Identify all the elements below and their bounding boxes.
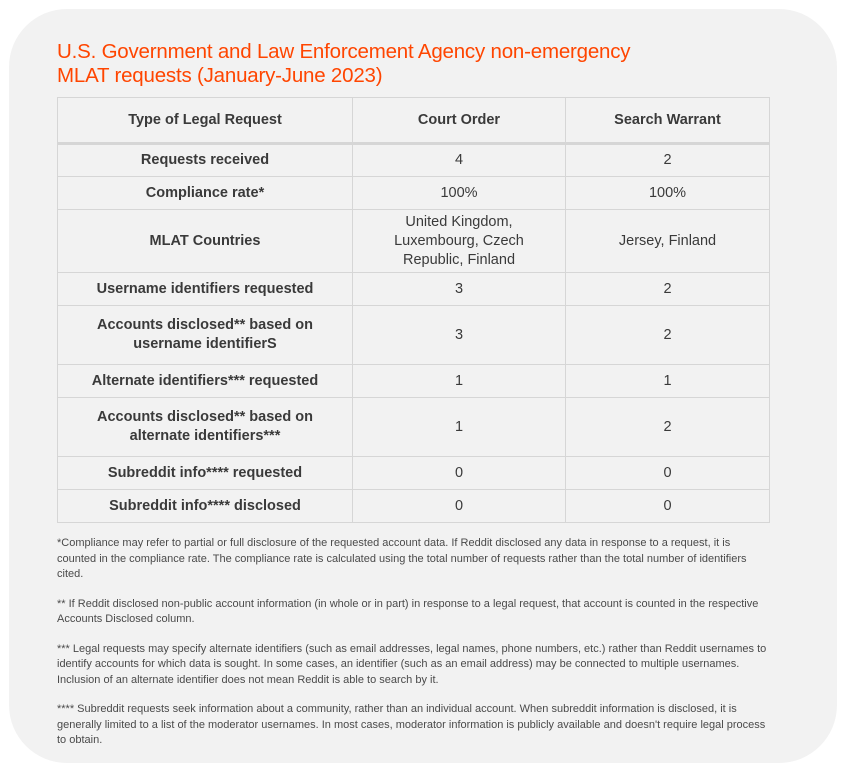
header-court-order: Court Order xyxy=(353,98,566,144)
court-order-value: 0 xyxy=(353,490,566,523)
search-warrant-value: 2 xyxy=(566,144,770,177)
court-order-value: 3 xyxy=(353,273,566,306)
table-row xyxy=(58,210,770,273)
table-row xyxy=(58,144,770,177)
search-warrant-value: 100% xyxy=(566,177,770,210)
report-title xyxy=(57,40,777,88)
table-header-row xyxy=(58,98,770,144)
court-order-value: 1 xyxy=(353,365,566,398)
table-row xyxy=(58,365,770,398)
table-row xyxy=(58,306,770,365)
row-label: Compliance rate* xyxy=(58,177,353,210)
row-label: Accounts disclosed** based on username identifierS xyxy=(58,306,353,365)
search-warrant-value: Jersey, Finland xyxy=(566,210,770,273)
court-order-value: 1 xyxy=(353,398,566,457)
court-order-value: 100% xyxy=(353,177,566,210)
footnotes xyxy=(57,536,769,763)
search-warrant-value: 2 xyxy=(566,306,770,365)
footnote-accounts-disclosed: ** If Reddit disclosed non-public account information (in whole or in part) in response to a legal request, that account is counted in the respective Accounts Disclosed column. xyxy=(57,597,759,625)
report-title-line-1: U.S. Government and Law Enforcement Agency non-emergency xyxy=(57,40,631,63)
court-order-value: United Kingdom, Luxembourg, Czech Republic, Finland xyxy=(353,210,566,273)
row-label: Accounts disclosed** based on alternate identifiers*** xyxy=(58,398,353,457)
report-title-line-2: MLAT requests (January-June 2023) xyxy=(57,64,383,87)
row-label: Requests received xyxy=(58,144,353,177)
table-row xyxy=(58,457,770,490)
court-order-value: 3 xyxy=(353,306,566,365)
table-row xyxy=(58,398,770,457)
court-order-value: 4 xyxy=(353,144,566,177)
header-type-of-legal-request: Type of Legal Request xyxy=(58,98,353,144)
table-row xyxy=(58,273,770,306)
table-row xyxy=(58,490,770,523)
search-warrant-value: 2 xyxy=(566,273,770,306)
search-warrant-value: 1 xyxy=(566,365,770,398)
row-label: Username identifiers requested xyxy=(58,273,353,306)
mlat-requests-table xyxy=(57,97,770,523)
row-label: Subreddit info**** disclosed xyxy=(58,490,353,523)
row-label: MLAT Countries xyxy=(58,210,353,273)
search-warrant-value: 2 xyxy=(566,398,770,457)
table-row xyxy=(58,177,770,210)
footnote-compliance: *Compliance may refer to partial or full disclosure of the requested account data. If Reddit disclosed any data in response to a request, it is counted in the compliance rate. The compliance rate is calculated using the total number of requests rather than the total number of identifiers cited. xyxy=(57,537,747,580)
footnote-alternate-identifiers: *** Legal requests may specify alternate identifiers (such as email addresses, legal names, phone numbers, etc.) rather than Reddit usernames to identify accounts for which data is sought. In some cases, an identifier (such as an email address) may be connected to multiple usernames. Inclusion of an alternate identifier does not mean Reddit is able to search by it. xyxy=(57,642,767,686)
search-warrant-value: 0 xyxy=(566,490,770,523)
search-warrant-value: 0 xyxy=(566,457,770,490)
row-label: Alternate identifiers*** requested xyxy=(58,365,353,398)
header-search-warrant: Search Warrant xyxy=(566,98,770,144)
footnote-subreddit-requests: **** Subreddit requests seek information about a community, rather than an individual account. When subreddit information is disclosed, it is generally limited to a list of the moderator usernames. In most cases, moderator information is publicly available and doesn't require legal process to obtain. xyxy=(57,703,766,746)
row-label: Subreddit info**** requested xyxy=(58,457,353,490)
court-order-value: 0 xyxy=(353,457,566,490)
